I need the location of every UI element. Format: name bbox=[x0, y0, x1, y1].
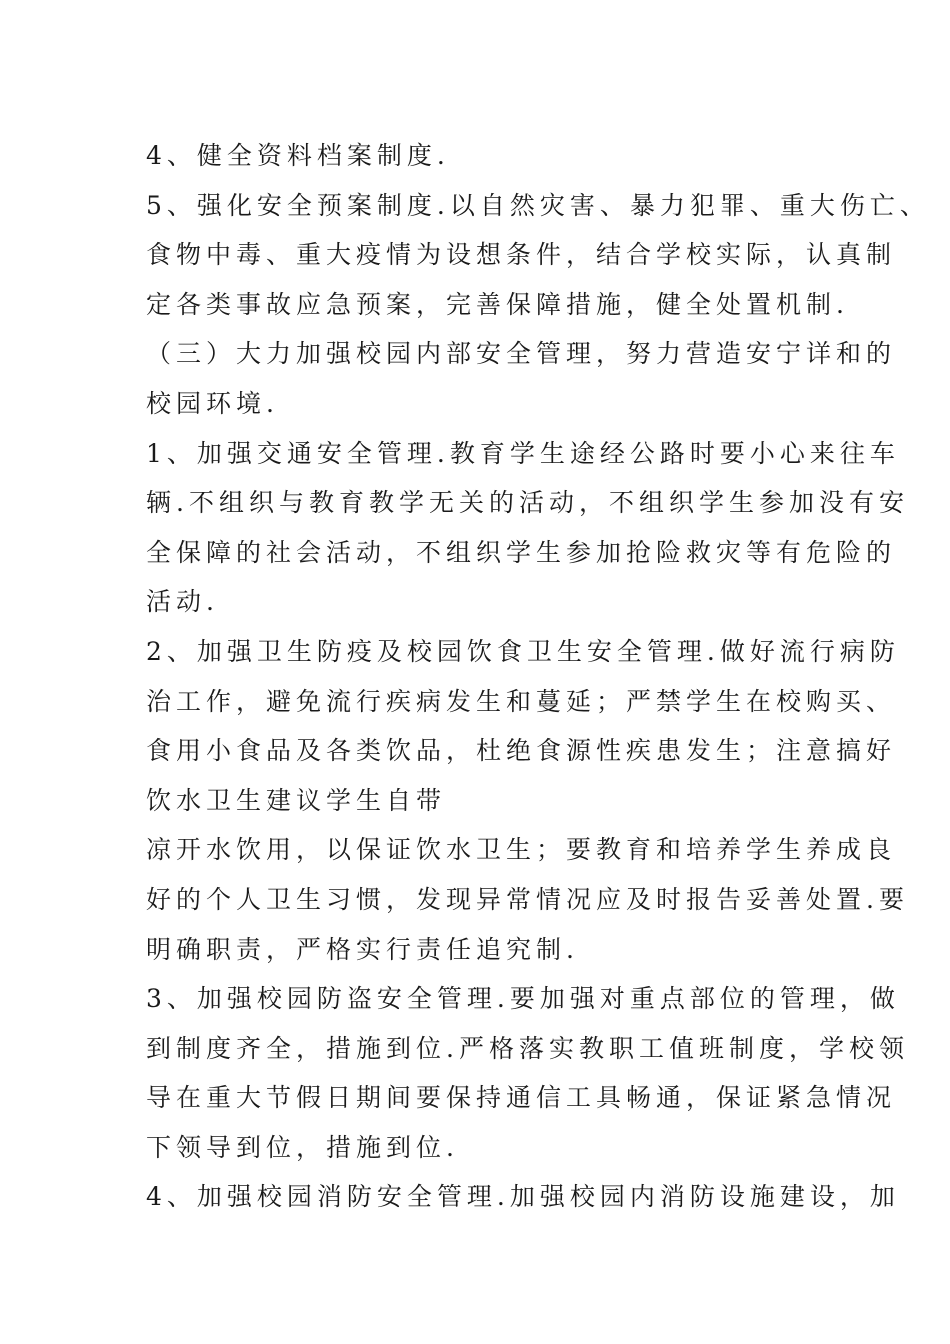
text-line: 4、健全资料档案制度. bbox=[146, 141, 450, 170]
text-line: 食物中毒、重大疫情为设想条件，结合学校实际，认真制 bbox=[146, 240, 897, 270]
text-line: 全保障的社会活动，不组织学生参加抢险救灾等有危险的 bbox=[146, 537, 897, 567]
text-line: 凉开水饮用，以保证饮水卫生；要教育和培养学生养成良 bbox=[146, 835, 897, 865]
text-line: 导在重大节假日期间要保持通信工具畅通，保证紧急情况 bbox=[146, 1083, 897, 1113]
text-line: 到制度齐全，措施到位.严格落实教职工值班制度，学校领 bbox=[146, 1033, 909, 1063]
text-line: 饮水卫生建议学生自带 bbox=[146, 785, 447, 815]
text-line: 治工作，避免流行疾病发生和蔓延；严禁学生在校购买、 bbox=[146, 686, 897, 716]
text-line: 下领导到位，措施到位. bbox=[146, 1132, 459, 1162]
text-line: 1、加强交通安全管理.教育学生途经公路时要小心来往车 bbox=[146, 438, 900, 468]
text-line: 活动. bbox=[146, 587, 219, 617]
text-line: 食用小食品及各类饮品，杜绝食源性疾患发生；注意搞好 bbox=[146, 736, 897, 766]
text-line: 定各类事故应急预案，完善保障措施，健全处置机制. bbox=[146, 289, 849, 319]
text-line: 好的个人卫生习惯，发现异常情况应及时报告妥善处置.要 bbox=[146, 884, 909, 914]
document-body bbox=[146, 131, 930, 1222]
text-line: 5、强化安全预案制度.以自然灾害、暴力犯罪、重大伤亡、 bbox=[146, 190, 930, 220]
text-line: 辆.不组织与教育教学无关的活动，不组织学生参加没有安 bbox=[146, 488, 909, 518]
text-line: 2、加强卫生防疫及校园饮食卫生安全管理.做好流行病防 bbox=[146, 636, 900, 666]
text-line: 明确职责，严格实行责任追究制. bbox=[146, 934, 579, 964]
section-heading: （三）大力加强校园内部安全管理，努力营造安宁详和的 bbox=[146, 339, 897, 369]
text-line: 4、加强校园消防安全管理.加强校园内消防设施建设，加 bbox=[146, 1182, 900, 1212]
text-line: 3、加强校园防盗安全管理.要加强对重点部位的管理，做 bbox=[146, 984, 900, 1014]
section-heading: 校园环境. bbox=[146, 388, 279, 418]
